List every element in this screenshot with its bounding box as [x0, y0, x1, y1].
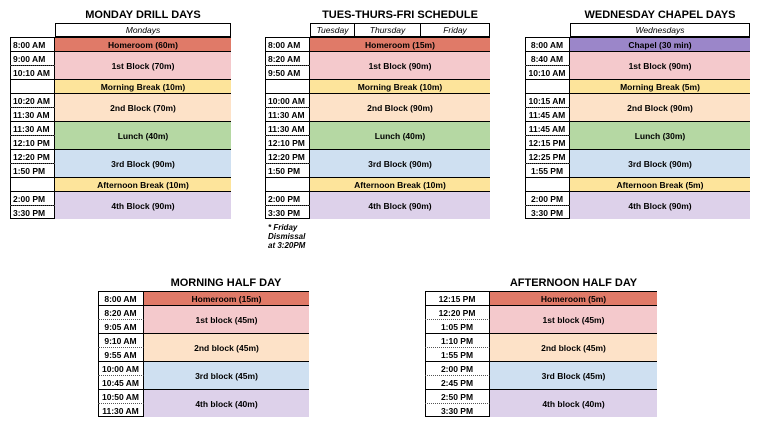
monday-time-cell: 10:10 AM [10, 65, 55, 79]
afternoon_half-block-2: 1st block (45m) [490, 305, 657, 333]
afternoon_half-time-cell: 2:00 PM [425, 361, 490, 375]
wednesday-break-time-cell [525, 79, 570, 93]
afternoon_half-block-3: 2nd block (45m) [490, 333, 657, 361]
ttf-header-thursday: Thursday [354, 23, 421, 37]
ttf-time-divider [265, 135, 310, 136]
wednesday-time-divider [525, 205, 570, 206]
ttf-header-tuesday: Tuesday [310, 23, 355, 37]
ttf-block-3: Morning Break (10m) [310, 79, 490, 93]
afternoon_half-time-cell: 3:30 PM [425, 403, 490, 417]
monday-time-cell: 11:30 AM [10, 121, 55, 135]
morning_half-block-2: 1st block (45m) [144, 305, 309, 333]
morning_half-time-cell: 10:45 AM [98, 375, 144, 389]
afternoon_half-time-cell: 12:20 PM [425, 305, 490, 319]
wednesday-time-divider [525, 107, 570, 108]
wednesday-time-cell: 11:45 AM [525, 107, 570, 121]
morning_half-time-cell: 10:50 AM [98, 389, 144, 403]
morning_half-time-cell: 10:00 AM [98, 361, 144, 375]
ttf-block-4: 2nd Block (90m) [310, 93, 490, 121]
afternoon_half-block-4: 3rd Block (45m) [490, 361, 657, 389]
wednesday-time-cell: 8:40 AM [525, 51, 570, 65]
wednesday-time-divider [525, 135, 570, 136]
monday-time-cell: 1:50 PM [10, 163, 55, 177]
ttf-block-7: Afternoon Break (10m) [310, 177, 490, 191]
wednesday-time-divider [525, 65, 570, 66]
ttf-time-divider [265, 107, 310, 108]
monday-time-divider [10, 107, 55, 108]
wednesday-header: Wednesdays [570, 23, 750, 37]
afternoon_half-time-cell: 1:55 PM [425, 347, 490, 361]
afternoon_half-time-cell: 2:45 PM [425, 375, 490, 389]
morning_half-time-cell: 11:30 AM [98, 403, 144, 417]
monday-break-time-cell [10, 79, 55, 93]
ttf-header-friday: Friday [420, 23, 490, 37]
ttf-block-6: 3rd Block (90m) [310, 149, 490, 177]
wednesday-block-7: Afternoon Break (5m) [570, 177, 750, 191]
monday-block-5: Lunch (40m) [55, 121, 231, 149]
ttf-block-1: Homeroom (15m) [310, 37, 490, 51]
monday-block-8: 4th Block (90m) [55, 191, 231, 219]
ttf-time-cell: 9:50 AM [265, 65, 310, 79]
ttf-time-cell: 12:10 PM [265, 135, 310, 149]
morning_half-time-cell: 8:20 AM [98, 305, 144, 319]
ttf-time-cell: 8:00 AM [265, 37, 310, 51]
ttf-block-5: Lunch (40m) [310, 121, 490, 149]
ttf-time-cell: 10:00 AM [265, 93, 310, 107]
monday-block-2: 1st Block (70m) [55, 51, 231, 79]
wednesday-block-6: 3rd Block (90m) [570, 149, 750, 177]
monday-title: MONDAY DRILL DAYS [85, 9, 201, 21]
afternoon_half-time-cell: 1:10 PM [425, 333, 490, 347]
morning_half-block-5: 4th block (40m) [144, 389, 309, 417]
afternoon-half-title: AFTERNOON HALF DAY [509, 277, 638, 289]
morning_half-time-cell: 9:05 AM [98, 319, 144, 333]
afternoon_half-block-5: 4th block (40m) [490, 389, 657, 417]
monday-time-cell: 8:00 AM [10, 37, 55, 51]
monday-block-4: 2nd Block (70m) [55, 93, 231, 121]
monday-time-divider [10, 163, 55, 164]
monday-time-cell: 2:00 PM [10, 191, 55, 205]
monday-time-cell: 12:20 PM [10, 149, 55, 163]
monday-time-divider [10, 65, 55, 66]
monday-time-cell: 9:00 AM [10, 51, 55, 65]
wednesday-time-divider [525, 163, 570, 164]
wednesday-time-cell: 10:10 AM [525, 65, 570, 79]
ttf-time-cell: 1:50 PM [265, 163, 310, 177]
ttf-time-divider [265, 163, 310, 164]
wednesday-block-2: 1st Block (90m) [570, 51, 750, 79]
wednesday-block-5: Lunch (30m) [570, 121, 750, 149]
morning_half-block-4: 3rd block (45m) [144, 361, 309, 389]
wednesday-time-cell: 10:15 AM [525, 93, 570, 107]
friday-dismissal-note: * Friday Dismissal at 3:20PM [268, 223, 306, 250]
ttf-time-cell: 3:30 PM [265, 205, 310, 219]
ttf-time-cell: 12:20 PM [265, 149, 310, 163]
monday-block-3: Morning Break (10m) [55, 79, 231, 93]
morning_half-time-cell: 9:55 AM [98, 347, 144, 361]
wednesday-block-8: 4th Block (90m) [570, 191, 750, 219]
monday-break-time-cell [10, 177, 55, 191]
ttf-block-8: 4th Block (90m) [310, 191, 490, 219]
monday-block-7: Afternoon Break (10m) [55, 177, 231, 191]
ttf-time-cell: 2:00 PM [265, 191, 310, 205]
monday-header: Mondays [55, 23, 231, 37]
monday-time-cell: 11:30 AM [10, 107, 55, 121]
ttf-title: TUES-THURS-FRI SCHEDULE [322, 9, 478, 21]
afternoon_half-block-1: Homeroom (5m) [490, 291, 657, 305]
ttf-time-cell: 11:30 AM [265, 121, 310, 135]
morning_half-time-cell: 9:10 AM [98, 333, 144, 347]
monday-time-cell: 10:20 AM [10, 93, 55, 107]
morning-half-title: MORNING HALF DAY [170, 277, 282, 289]
monday-time-cell: 12:10 PM [10, 135, 55, 149]
wednesday-block-4: 2nd Block (90m) [570, 93, 750, 121]
wednesday-break-time-cell [525, 177, 570, 191]
afternoon_half-time-cell: 12:15 PM [425, 291, 490, 305]
morning_half-block-3: 2nd block (45m) [144, 333, 309, 361]
ttf-block-2: 1st Block (90m) [310, 51, 490, 79]
monday-block-6: 3rd Block (90m) [55, 149, 231, 177]
wednesday-title: WEDNESDAY CHAPEL DAYS [584, 9, 736, 21]
wednesday-time-cell: 12:25 PM [525, 149, 570, 163]
monday-block-1: Homeroom (60m) [55, 37, 231, 51]
morning_half-time-cell: 8:00 AM [98, 291, 144, 305]
ttf-break-time-cell [265, 177, 310, 191]
ttf-time-cell: 8:20 AM [265, 51, 310, 65]
monday-time-cell: 3:30 PM [10, 205, 55, 219]
morning_half-block-1: Homeroom (15m) [144, 291, 309, 305]
wednesday-time-cell: 12:15 PM [525, 135, 570, 149]
wednesday-time-cell: 2:00 PM [525, 191, 570, 205]
wednesday-block-1: Chapel (30 min) [570, 37, 750, 51]
wednesday-time-cell: 3:30 PM [525, 205, 570, 219]
ttf-break-time-cell [265, 79, 310, 93]
wednesday-time-cell: 11:45 AM [525, 121, 570, 135]
ttf-time-divider [265, 65, 310, 66]
afternoon_half-time-cell: 2:50 PM [425, 389, 490, 403]
afternoon_half-time-cell: 1:05 PM [425, 319, 490, 333]
wednesday-time-cell: 8:00 AM [525, 37, 570, 51]
monday-time-divider [10, 205, 55, 206]
ttf-time-divider [265, 205, 310, 206]
wednesday-block-3: Morning Break (5m) [570, 79, 750, 93]
ttf-time-cell: 11:30 AM [265, 107, 310, 121]
wednesday-time-cell: 1:55 PM [525, 163, 570, 177]
monday-time-divider [10, 135, 55, 136]
